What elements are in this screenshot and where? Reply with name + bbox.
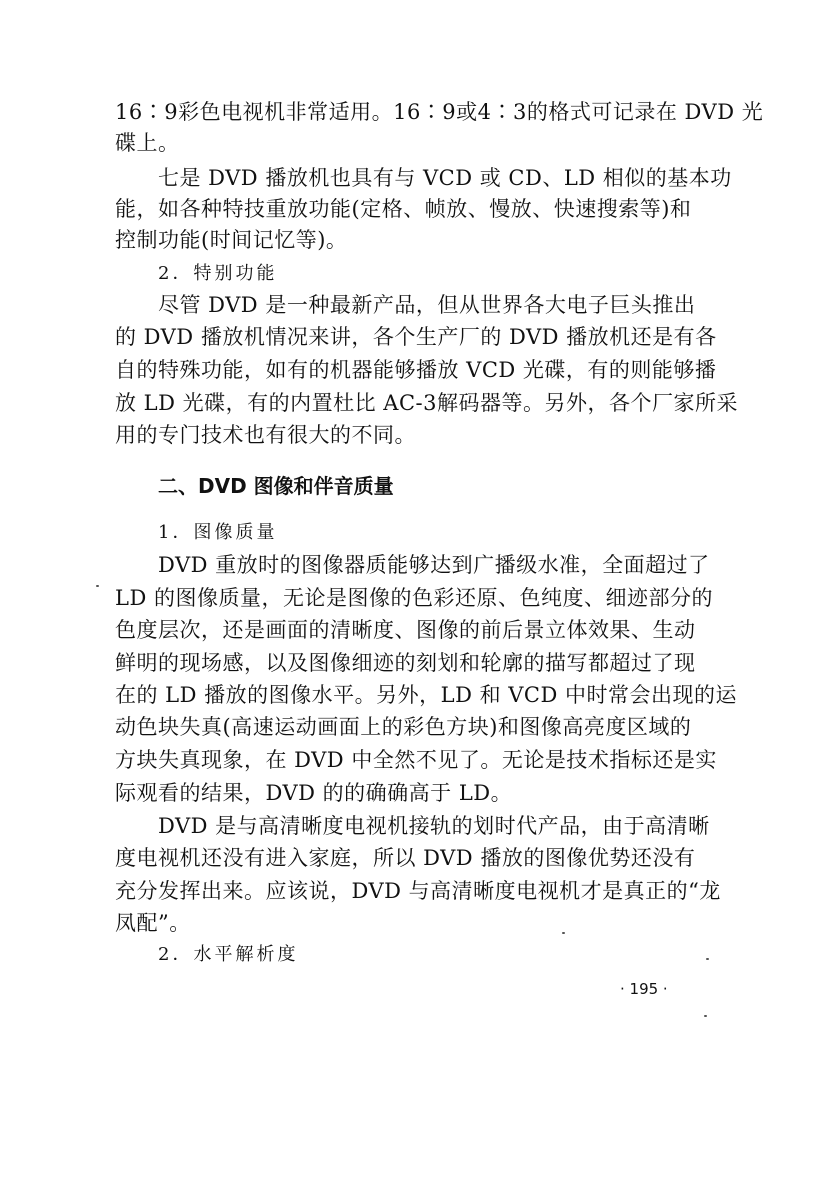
subheading-image-quality: 1．图像质量 [158, 522, 278, 543]
page-number: · 195 · [620, 980, 668, 998]
text-line: 尽管 DVD 是一种最新产品，但从世界各大电子巨头推出 [158, 293, 696, 317]
text-line: 控制功能(时间记忆等)。 [115, 228, 348, 252]
text-line: 鲜明的现场感，以及图像细迹的刻划和轮廓的描写都超过了现 [115, 651, 696, 675]
scan-speck [706, 958, 709, 960]
text-line: 充分发挥出来。应该说，DVD 与高清晰度电视机才是真正的“龙 [115, 879, 721, 903]
scan-speck [704, 1015, 707, 1017]
text-line: 的 DVD 播放机情况来讲，各个生产厂的 DVD 播放机还是有各 [115, 325, 717, 349]
text-line: DVD 重放时的图像器质能够达到广播级水准，全面超过了 [158, 553, 710, 577]
text-line: 色度层次，还是画面的清晰度、图像的前后景立体效果、生动 [115, 618, 696, 642]
text-line: 碟上。 [115, 131, 180, 155]
text-line: 七是 DVD 播放机也具有与 VCD 或 CD、LD 相似的基本功 [158, 166, 732, 190]
text-line: 在的 LD 播放的图像水平。另外，LD 和 VCD 中时常会出现的运 [115, 683, 738, 707]
text-line: LD 的图像质量，无论是图像的色彩还原、色纯度、细迹部分的 [115, 586, 713, 610]
subheading-horizontal-resolution: 2．水平解析度 [158, 944, 299, 965]
text-line: 能，如各种特技重放功能(定格、帧放、慢放、快速搜索等)和 [115, 197, 692, 221]
text-line: 用的专门技术也有很大的不同。 [115, 423, 416, 447]
text-line: DVD 是与高清晰度电视机接轨的划时代产品，由于高清晰 [158, 814, 710, 838]
section-heading: 二、DVD 图像和伴音质量 [158, 474, 394, 498]
text-line: 16∶9彩色电视机非常适用。16∶9或4∶3的格式可记录在 DVD 光 [115, 100, 764, 124]
scan-speck [562, 932, 565, 934]
text-line: 放 LD 光碟，有的内置杜比 AC-3解码器等。另外，各个厂家所采 [115, 391, 738, 415]
text-line: 凤配”。 [115, 911, 191, 935]
text-line: 度电视机还没有进入家庭，所以 DVD 播放的图像优势还没有 [115, 846, 696, 870]
text-line: 自的特殊功能，如有的机器能够播放 VCD 光碟，有的则能够播 [115, 358, 717, 382]
text-line: 方块失真现象，在 DVD 中全然不见了。无论是技术指标还是实 [115, 748, 717, 772]
subheading-special-functions: 2．特别功能 [158, 263, 278, 284]
scan-speck [96, 585, 99, 587]
text-line: 际观看的结果，DVD 的的确确高于 LD。 [115, 781, 513, 805]
text-line: 动色块失真(高速运动画面上的彩色方块)和图像高亮度区域的 [115, 715, 692, 739]
